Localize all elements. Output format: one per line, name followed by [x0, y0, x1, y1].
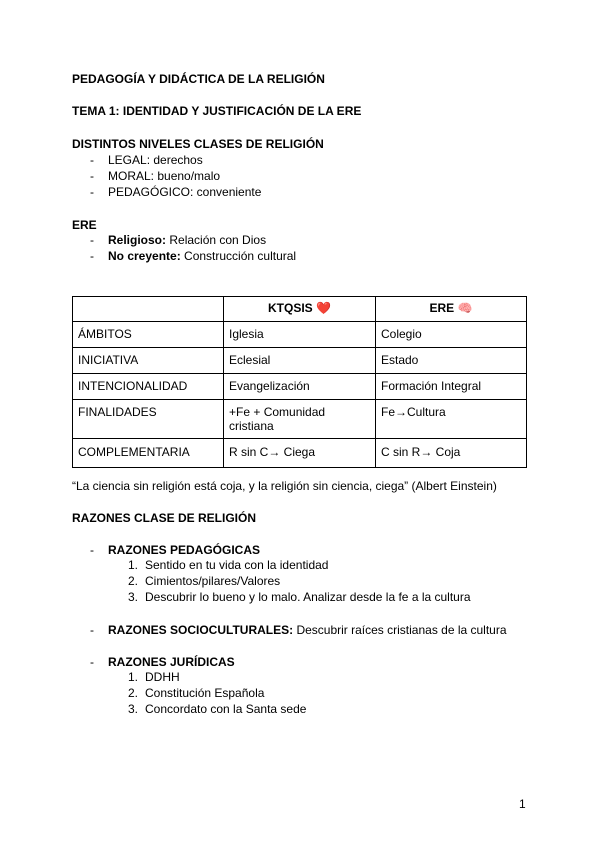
einstein-quote: “La ciencia sin religión está coja, y la religión sin ciencia, ciega” (Albert Einstein): [72, 479, 497, 493]
topic-title: TEMA 1: IDENTIDAD Y JUSTIFICACIÓN DE LA ERE: [72, 104, 362, 118]
levels-heading: DISTINTOS NIVELES CLASES DE RELIGIÓN: [72, 137, 324, 151]
brain-icon: 🧠: [457, 301, 473, 315]
comparison-table: [72, 296, 527, 468]
table-cell: Formación Integral: [376, 374, 527, 400]
list-item: Descubrir lo bueno y lo malo. Analizar desde la fe a la cultura: [145, 590, 471, 604]
table-cell: COMPLEMENTARIA: [73, 439, 224, 468]
table-row: [73, 322, 527, 348]
table-cell: ÁMBITOS: [73, 322, 224, 348]
legal-reasons-title: RAZONES JURÍDICAS: [108, 655, 235, 669]
table-cell: Colegio: [376, 322, 527, 348]
page-number: 1: [519, 797, 526, 811]
list-item: No creyente: Construcción cultural: [108, 249, 297, 263]
list-item: Sentido en tu vida con la identidad: [145, 558, 329, 572]
reasons-heading: RAZONES CLASE DE RELIGIÓN: [72, 511, 257, 525]
table-cell: R sin C→ Ciega: [224, 439, 376, 468]
table-cell: Estado: [376, 348, 527, 374]
table-row: [73, 348, 527, 374]
table-header-cell: KTQSIS ❤️: [224, 297, 376, 322]
pedagogical-reasons-title: RAZONES PEDAGÓGICAS: [108, 543, 261, 557]
table-cell: FINALIDADES: [73, 400, 224, 439]
table-header-cell: [73, 297, 224, 322]
list-item: PEDAGÓGICO: conveniente: [108, 185, 262, 199]
list-item: Constitución Española: [145, 686, 265, 700]
table-row: [73, 374, 527, 400]
table-header-row: [73, 297, 527, 322]
list-item: MORAL: bueno/malo: [108, 169, 221, 183]
ere-heading: ERE: [72, 218, 97, 232]
table-cell: C sin R→ Coja: [376, 439, 527, 468]
table-row: [73, 439, 527, 468]
table-cell: Fe→Cultura: [376, 400, 527, 439]
list-item: Concordato con la Santa sede: [145, 702, 307, 716]
table-cell: Evangelización: [224, 374, 376, 400]
table-cell: INTENCIONALIDAD: [73, 374, 224, 400]
doc-title: PEDAGOGÍA Y DIDÁCTICA DE LA RELIGIÓN: [72, 72, 325, 86]
list-item: LEGAL: derechos: [108, 153, 203, 167]
sociocultural-reasons: RAZONES SOCIOCULTURALES: Descubrir raíces cristianas de la cultura: [108, 623, 507, 637]
table-row: [73, 400, 527, 439]
table-cell: Iglesia: [224, 322, 376, 348]
table-cell: +Fe + Comunidad cristiana: [224, 400, 376, 439]
list-item: Religioso: Relación con Dios: [108, 233, 267, 247]
table-cell: Eclesial: [224, 348, 376, 374]
table-header-cell: ERE 🧠: [376, 297, 527, 322]
table-cell: INICIATIVA: [73, 348, 224, 374]
heart-icon: ❤️: [316, 301, 331, 315]
list-item: DDHH: [145, 670, 180, 684]
list-item: Cimientos/pilares/Valores: [145, 574, 281, 588]
